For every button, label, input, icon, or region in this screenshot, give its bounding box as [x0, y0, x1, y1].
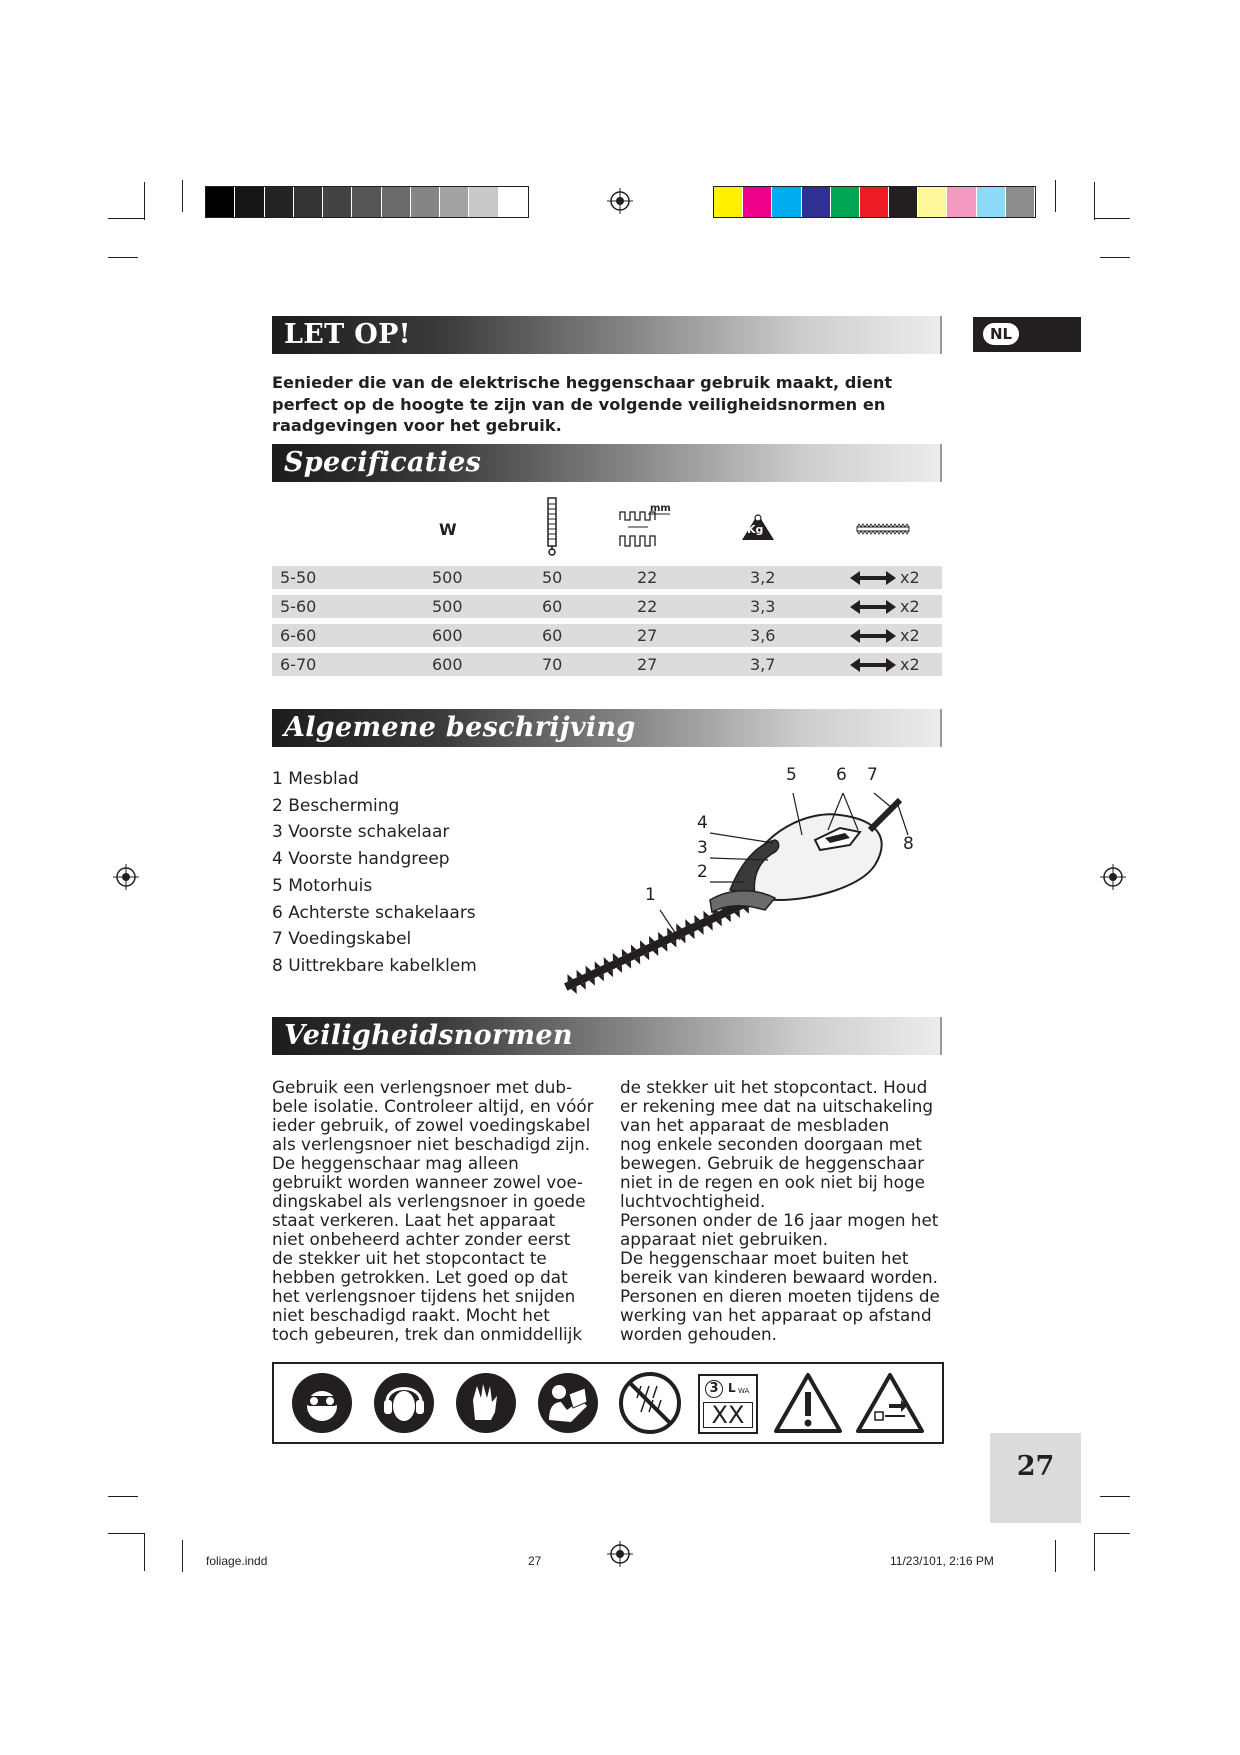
spec-cell-model: 5-50: [280, 568, 317, 587]
parts-list-item: 3 Voorste schakelaar: [272, 822, 450, 843]
spec-header-power: W: [439, 520, 457, 539]
callout-4: 4: [697, 813, 708, 833]
color-swatch: [1006, 187, 1035, 217]
parts-list-item: 8 Uittrekbare kabelklem: [272, 955, 477, 976]
spec-cell-watt: 600: [432, 626, 463, 645]
gray-swatch: [235, 187, 264, 217]
safety-text-right: [620, 1078, 950, 1344]
color-swatch: [947, 187, 976, 217]
gray-swatch: [352, 187, 381, 217]
slug-filename: foliage.indd: [206, 1554, 268, 1568]
callout-3: 3: [697, 838, 708, 858]
registration-mark-icon: [607, 188, 633, 214]
slug-page: 27: [528, 1554, 542, 1568]
color-swatch: [772, 187, 801, 217]
safety-text-left: [272, 1078, 602, 1344]
spec-cell-watt: 600: [432, 655, 463, 674]
section-title: Algemene beschrijving: [284, 712, 636, 743]
double-arrow-icon: [850, 571, 896, 585]
weight-unit-label: Kg: [747, 523, 764, 536]
read-manual-icon: [537, 1372, 599, 1434]
spec-cell-model: 6-60: [280, 626, 317, 645]
spec-cell-gap: 22: [637, 597, 658, 616]
section-banner-let-op: [272, 316, 942, 354]
callout-2: 2: [697, 862, 708, 882]
spec-multiplier: x2: [900, 568, 920, 587]
registration-mark-icon: [113, 864, 139, 890]
noise-unit-sub: WA: [738, 1387, 750, 1395]
gray-swatch: [265, 187, 294, 217]
spec-cell-weight: 3,6: [750, 626, 776, 645]
parts-list-item: 7 Voedingskabel: [272, 929, 412, 950]
noise-level-icon: [698, 1374, 758, 1434]
spec-cell-weight: 3,2: [750, 568, 776, 587]
spec-multiplier: x2: [900, 655, 920, 674]
section-title: Specificaties: [284, 447, 482, 478]
spec-cell-gap: 22: [637, 568, 658, 587]
section-banner-beschrijving: [272, 709, 942, 747]
safety-paragraph: Gebruik een verlengsnoer met dub- bele isolatie. Controleer altijd, en vóór ieder gebruik, of zowel voedingskabel als verlengsnoer niet beschadigd zijn. De heggenschaar mag alleen gebruikt worden wanneer zowel voe- dingskabel als verlengsnoer in goede staat verkeren. Laat het apparaat niet onbeheerd achter zonder eerst de stekker uit het stopcontact te hebben getrokken. Let goed op dat het verlengsnoer tijdens het snijden niet beschadigd raakt. Mocht het toch gebeuren, trek dan onmiddellijk: [272, 1077, 594, 1344]
safety-goggles-icon: [291, 1372, 353, 1434]
section-banner-specificaties: [272, 444, 942, 482]
spec-cell-length: 70: [542, 655, 563, 674]
parts-list-item: 6 Achterste schakelaars: [272, 902, 476, 923]
parts-list-item: 5 Motorhuis: [272, 875, 373, 896]
gray-swatch: [411, 187, 440, 217]
spec-row: [272, 653, 942, 676]
spec-cell-gap: 27: [637, 655, 658, 674]
double-arrow-icon: [850, 658, 896, 672]
gray-swatch: [499, 187, 528, 217]
language-tab: [973, 317, 1081, 352]
noise-level-number: 3: [705, 1380, 723, 1398]
noise-unit: L: [728, 1381, 736, 1395]
spec-row: [272, 566, 942, 589]
color-swatch: [860, 187, 889, 217]
callout-7: 7: [867, 765, 878, 785]
spec-cell-watt: 500: [432, 597, 463, 616]
callout-5: 5: [786, 765, 797, 785]
section-title: LET OP!: [284, 319, 411, 350]
section-title: Veiligheidsnormen: [284, 1020, 573, 1051]
language-label: NL: [983, 323, 1019, 345]
gray-swatch: [382, 187, 411, 217]
gray-swatch: [469, 187, 498, 217]
color-swatch: [802, 187, 831, 217]
spec-cell-gap: 27: [637, 626, 658, 645]
gray-color-bar: [205, 186, 529, 218]
parts-list-item: 2 Bescherming: [272, 795, 400, 816]
slug-date: 11/23/101, 2:16 PM: [890, 1554, 994, 1568]
process-color-bar: [713, 186, 1036, 218]
tooth-unit-label: mm: [650, 503, 671, 514]
spec-multiplier: x2: [900, 626, 920, 645]
double-arrow-icon: [850, 600, 896, 614]
callout-1: 1: [645, 885, 656, 905]
blade-length-icon: [540, 496, 564, 556]
spec-cell-weight: 3,7: [750, 655, 776, 674]
cutting-edge-icon: [855, 523, 911, 535]
section-banner-veiligheid: [272, 1017, 942, 1055]
unplug-warning-icon: [855, 1372, 925, 1434]
page-number: 27: [1016, 1451, 1055, 1482]
gray-swatch: [294, 187, 323, 217]
gray-swatch: [323, 187, 352, 217]
double-arrow-icon: [850, 629, 896, 643]
warning-icon: [773, 1372, 843, 1434]
color-swatch: [743, 187, 772, 217]
registration-mark-icon: [1100, 864, 1126, 890]
color-swatch: [977, 187, 1006, 217]
spec-cell-watt: 500: [432, 568, 463, 587]
safety-paragraph: de stekker uit het stopcontact. Houd er rekening mee dat na uitschakeling van het apparaat de mesbladen nog enkele seconden doorgaan met bewegen. Gebruik de heggenschaar niet in de regen en ook niet bij hoge luchtvochtigheid. Personen onder de 16 jaar mogen het apparaat niet gebruiken. De heggenschaar moet buiten het bereik van kinderen bewaard worden. Personen en dieren moeten tijdens de werking van het apparaat op afstand worden gehouden.: [620, 1077, 940, 1344]
color-swatch: [889, 187, 918, 217]
spec-cell-model: 6-70: [280, 655, 317, 674]
parts-list-item: 1 Mesblad: [272, 769, 359, 789]
registration-mark-icon: [607, 1541, 633, 1567]
gloves-icon: [455, 1372, 517, 1434]
parts-list-item: 4 Voorste handgreep: [272, 849, 450, 870]
spec-row: [272, 595, 942, 618]
gray-swatch: [440, 187, 469, 217]
color-swatch: [714, 187, 743, 217]
intro-paragraph: Eenieder die van de elektrische heggenschaar gebruik maakt, dient perfect op de hoogte te zijn van de volgende veiligheidsnormen en raadgevingen voor het gebruik.: [272, 373, 893, 435]
spec-row: [272, 624, 942, 647]
noise-value: XX: [703, 1402, 753, 1428]
callout-6: 6: [836, 765, 847, 785]
page-number-box: [990, 1433, 1081, 1523]
hedge-trimmer-illustration: [540, 770, 920, 1010]
gray-swatch: [206, 187, 235, 217]
spec-cell-model: 5-60: [280, 597, 317, 616]
color-swatch: [831, 187, 860, 217]
spec-cell-length: 60: [542, 597, 563, 616]
callout-8: 8: [903, 834, 914, 854]
ear-protection-icon: [373, 1372, 435, 1434]
spec-cell-weight: 3,3: [750, 597, 776, 616]
spec-cell-length: 60: [542, 626, 563, 645]
color-swatch: [918, 187, 947, 217]
spec-multiplier: x2: [900, 597, 920, 616]
no-rain-icon: [619, 1372, 681, 1434]
spec-cell-length: 50: [542, 568, 563, 587]
